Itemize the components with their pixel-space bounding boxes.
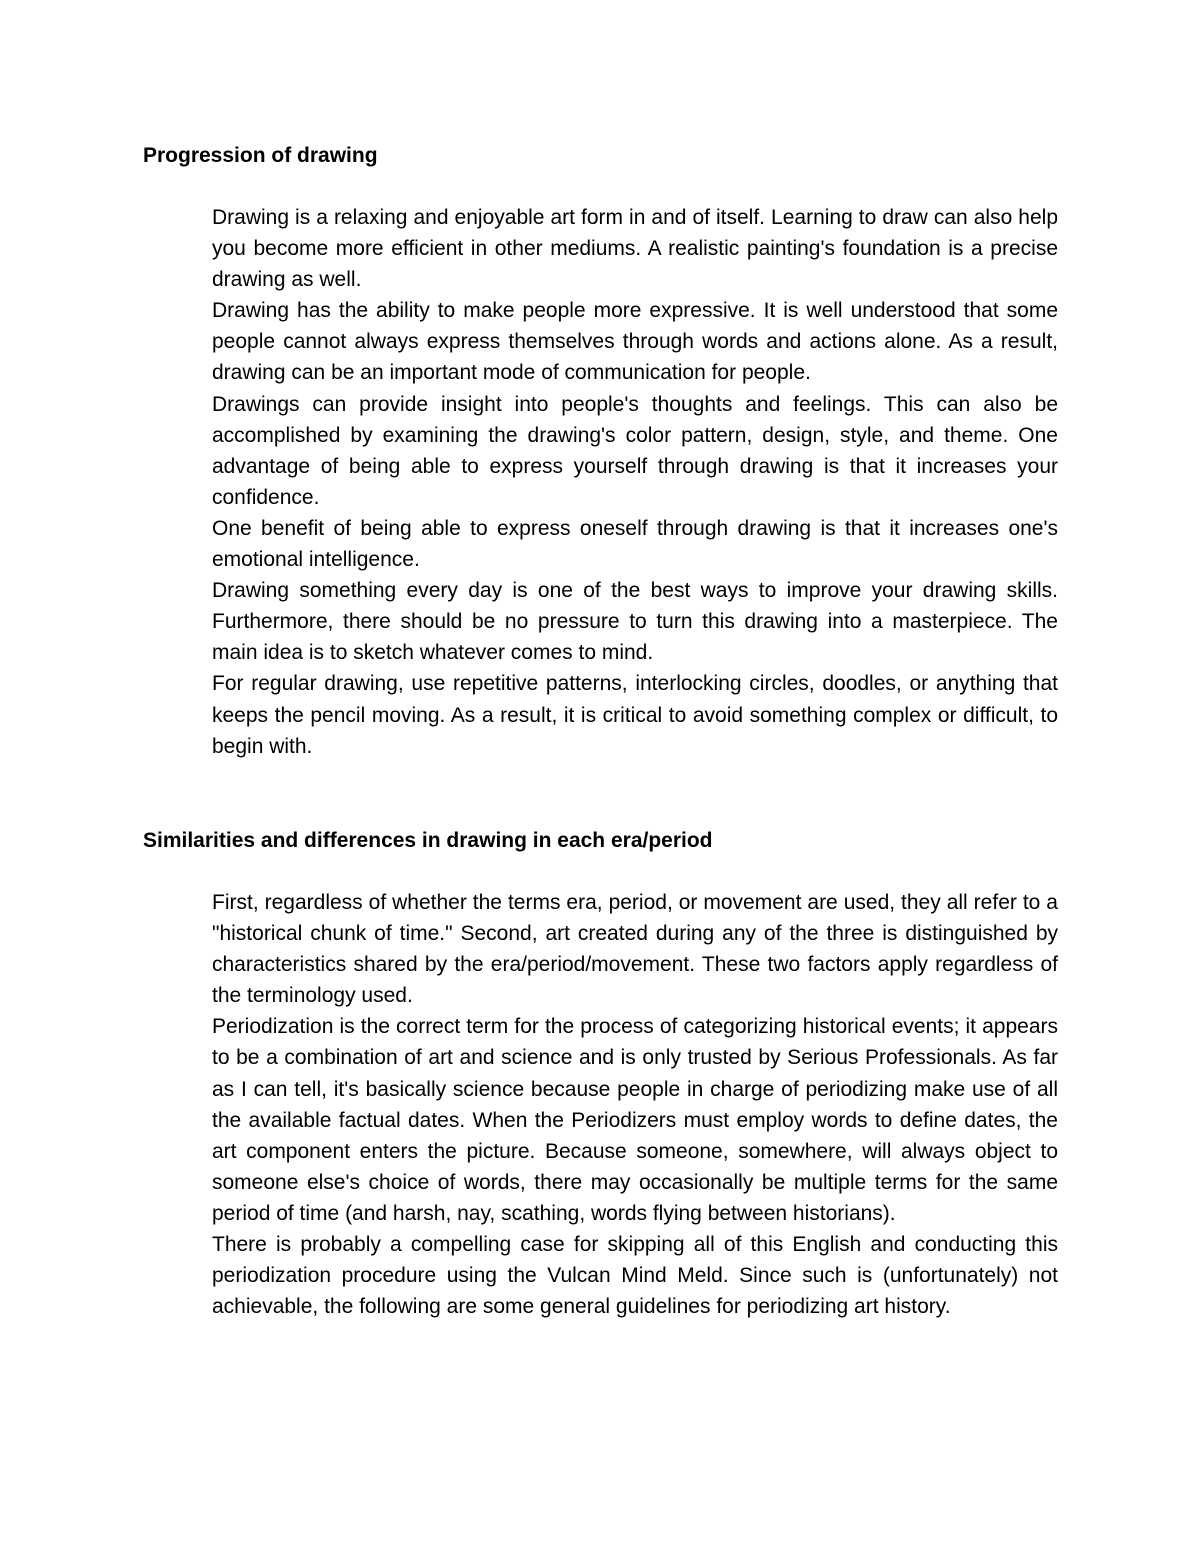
section-body-similarities <box>212 887 1058 1322</box>
paragraph: Periodization is the correct term for the process of categorizing historical events; it appears to be a combination of art and science and is only trusted by Serious Professionals. As far as I can tell, it's basically science because people in charge of periodizing make use of all the available factual dates. When the Periodizers must employ words to define dates, the art component enters the picture. Because someone, somewhere, will always object to someone else's choice of words, there may occasionally be multiple terms for the same period of time (and harsh, nay, scathing, words flying between historians). <box>212 1015 1058 1225</box>
paragraph: Drawings can provide insight into people's thoughts and feelings. This can also be accomplished by examining the drawing's color pattern, design, style, and theme. One advantage of being able to express yourself through drawing is that it increases your confidence. <box>212 392 1058 509</box>
paragraph: Drawing is a relaxing and enjoyable art form in and of itself. Learning to draw can also help you become more efficient in other mediums. A realistic painting's foundation is a precise drawing as well. <box>212 206 1058 292</box>
paragraph: Drawing has the ability to make people more expressive. It is well understood that some people cannot always express themselves through words and actions alone. As a result, drawing can be an important mode of communication for people. <box>212 299 1058 385</box>
section-heading-progression: Progression of drawing <box>143 144 378 167</box>
section-body-progression <box>212 202 1058 762</box>
paragraph: First, regardless of whether the terms era, period, or movement are used, they all refer to a "historical chunk of time." Second, art created during any of the three is distinguished by characteristics shared by the era/period/movement. These two factors apply regardless of the terminology used. <box>212 891 1058 1008</box>
paragraph: Drawing something every day is one of the best ways to improve your drawing skills. Furthermore, there should be no pressure to turn this drawing into a masterpiece. The main idea is to sketch whatever comes to mind. <box>212 579 1058 665</box>
paragraph: There is probably a compelling case for skipping all of this English and conducting this periodization procedure using the Vulcan Mind Meld. Since such is (unfortunately) not achievable, the following are some general guidelines for periodizing art history. <box>212 1233 1058 1319</box>
paragraph: One benefit of being able to express oneself through drawing is that it increases one's emotional intelligence. <box>212 516 1058 572</box>
paragraph: For regular drawing, use repetitive patterns, interlocking circles, doodles, or anything that keeps the pencil moving. As a result, it is critical to avoid something complex or difficult, to begin with. <box>212 672 1058 758</box>
section-heading-similarities: Similarities and differences in drawing in each era/period <box>143 829 713 852</box>
